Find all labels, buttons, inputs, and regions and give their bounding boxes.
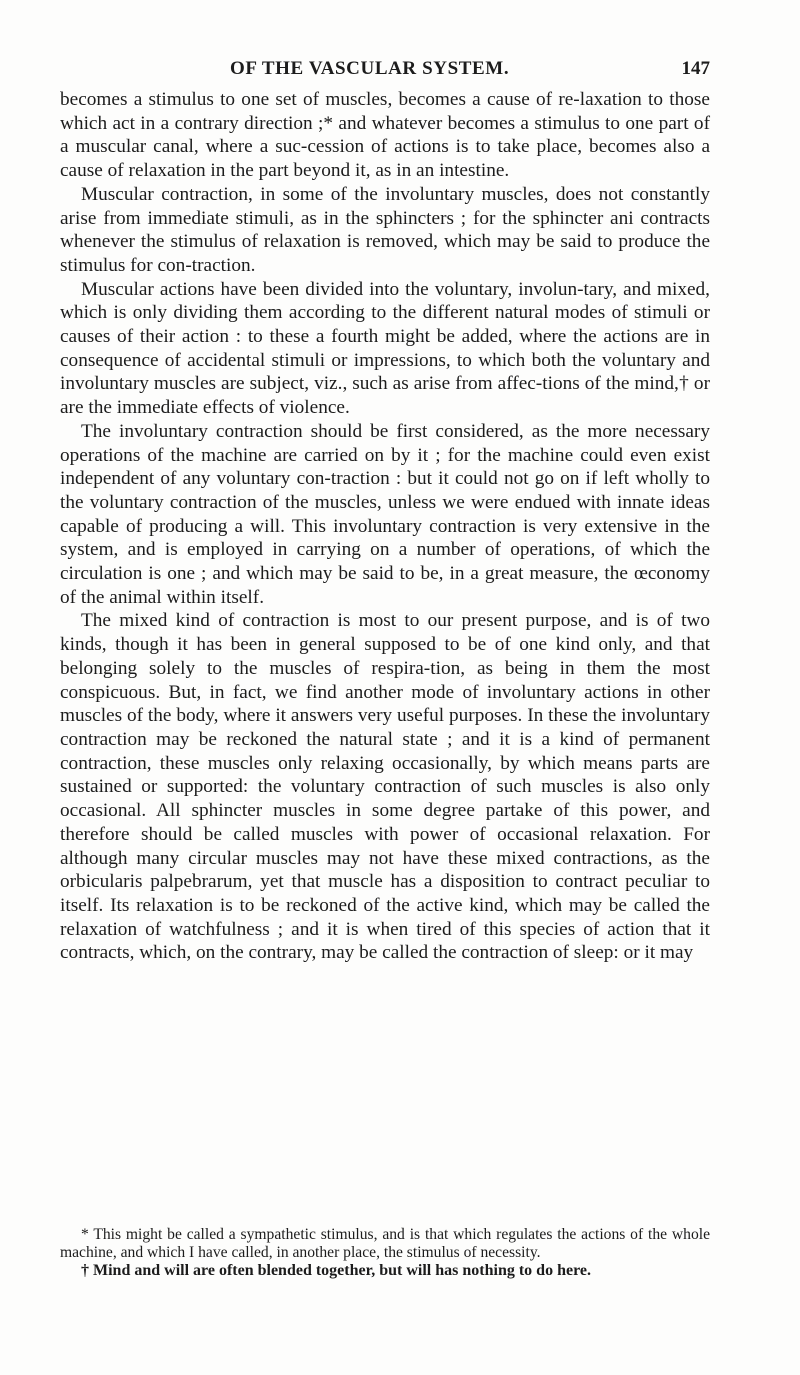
paragraph-continuation: becomes a stimulus to one set of muscles, becomes a cause of re-laxation to those which act in a contrary direction ;* and whatever becomes a stimulus to one part of a muscular canal, where a suc-cession of actions is to take place, becomes also a cause of relaxation in the part beyond it, as in an intestine.	[60, 89, 710, 182]
paragraph-muscular-actions: Muscular actions have been divided into the voluntary, involun-tary, and mixed, which is only dividing them according to the different natural modes of stimuli or causes of their action : to these a fourth might be added, where the actions are in consequence of accidental stimuli or impressions, to which both the voluntary and involuntary muscles are subject, viz., such as arise from affec-tions of the mind,† or are the immediate effects of violence.	[60, 278, 710, 419]
running-title: OF THE VASCULAR SYSTEM.	[230, 58, 510, 79]
body-text	[60, 88, 710, 965]
paragraph-mixed-contraction: The mixed kind of contraction is most to our present purpose, and is of two kinds, though it has been in general supposed to be of one kind only, and that belonging solely to the muscles of respira-tion, as being in them the most conspicuous. But, in fact, we find another mode of involuntary actions in other muscles of the body, where it answers very useful purposes. In these the involuntary contraction may be reckoned the natural state ; and it is a kind of permanent contraction, these muscles only relaxing occasionally, by which means parts are sustained or supported: the voluntary contraction of such muscles is also only occasional. All sphincter muscles in some degree partake of this power, and therefore should be called muscles with power of occasional relaxation. For although many circular muscles may not have these mixed contractions, as the orbicularis palpebrarum, yet that muscle has a disposition to contract peculiar to itself. Its relaxation is to be reckoned of the active kind, which may be called the relaxation of watchfulness ; and it is when tired of this species of action that it contracts, which, on the contrary, may be called the contraction of sleep: or it may	[60, 610, 710, 964]
footnote-asterisk: * This might be called a sympathetic stimulus, and is that which regulates the actions of the whole machine, and which I have called, in another place, the stimulus of necessity.	[60, 1226, 710, 1261]
footnotes	[60, 1226, 710, 1280]
page-number: 147	[681, 58, 710, 79]
paragraph-sphincters: Muscular contraction, in some of the involuntary muscles, does not constantly arise from immediate stimuli, as in the sphincters ; for the sphincter ani contracts whenever the stimulus of relaxation is removed, which may be said to produce the stimulus for con-traction.	[60, 183, 710, 276]
paragraph-involuntary-contraction: The involuntary contraction should be first considered, as the more necessary operations of the machine are carried on by it ; for the machine could even exist independent of any voluntary con-traction : but it could not go on if left wholly to the voluntary contraction of the muscles, unless we were endued with innate ideas capable of producing a will. This involuntary contraction is very extensive in the system, and is employed in carrying on a number of operations, of which the circulation is one ; and which may be said to be, in a great measure, the œconomy of the animal within itself.	[60, 420, 710, 608]
running-head	[60, 58, 710, 88]
footnote-dagger: † Mind and will are often blended together, but will has nothing to do here.	[81, 1262, 591, 1279]
